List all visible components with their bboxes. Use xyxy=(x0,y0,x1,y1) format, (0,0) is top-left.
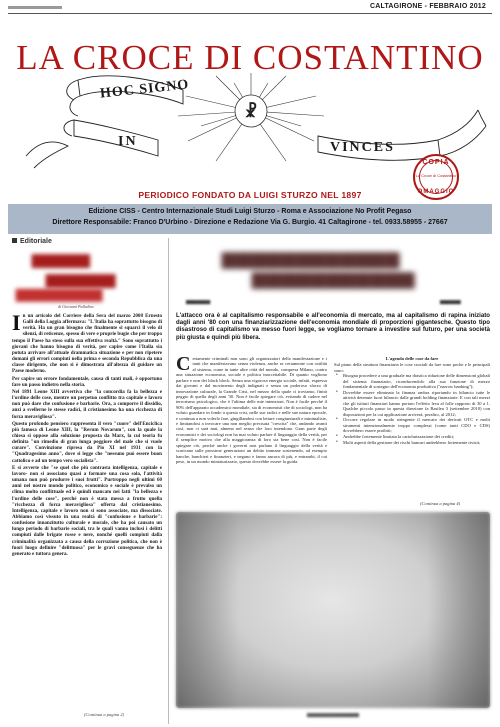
list-item: • Molti aspetti della gestione dei rischi bancari andrebbero fortemente rivisti; xyxy=(343,440,490,445)
blurred-lead-byline: ▆▆▆▆▆▆▆ xyxy=(186,299,211,304)
stamp-bottom-text: OMAGGIO xyxy=(417,189,455,195)
editorial-paragraph: E si avverte che "se quel che più contrasta intelligenza, capitale e lavoro- non si associano quasi a formare una cosa sola, l'attività umana non può produrre i suoi frutti". Purtroppo negli ultimi 60 anni nel nostro mondo politico, economico e sociale è prevalso un clima molto conflittuale ed è quindi mancato nei fatti "la bellezza e l'ordine delle cose", perché non è stata messa a frutto quella "ricchezza di forza meravigliosa" offerta dal cristianesimo. Intelligenza, capitale e lavoro non si sono associate, ma dissociate. Abbiamo così vissuto in una realtà di "confusione e barbarie": confusione innanzitutto culturale e morale, che ha poi causato un lungo periodo di barbarie sociali, tra le quali vanno inclusi i delitti compiuti dalle brigate rosse e nere, nonché quelli compiuti dalla criminalità organizzata a causa della corruzione politica, che non è fuori luogo definire "delittuosa" per le gravi conseguenze che ha generato e tuttora genera. xyxy=(12,464,162,557)
editorial-paragraph: Nel 1891 Leone XIII avvertiva che "la concordia fa la bellezza e l'ordine delle cose, mentre un perpetuo conflitto tra capitale e lavoro non può dare che confusione e barbarie. Ora, a comporre il dissidio, anzi a svellerne le stesse radici, il cristianesimo ha una ricchezza di forza meravigliosa". xyxy=(12,388,162,420)
stamp-middle-text: La Croce di Costantino xyxy=(415,173,457,178)
blurred-photo-caption: ▆▆▆▆▆▆▆▆▆▆▆▆▆▆▆ xyxy=(307,712,359,717)
lead-body-text: ertamente criminali non sono gli organizzatori della manifestazione e i tanti che manifestavano senza violenza, anche se certamente con ostilità al sistema, come in tante altre città del mondo, compresa Milano, contro una situazione economica, sociale e politica inaccettabile. Di quanto vogliono parlare e non dei black block. Senza una vigorosa energia sociale, infatti, espressa dai giovani e dal movimento degli indignati e senza un poderoso sforzo di innovazione culturale, la Grande Crisi, nel mezzo della quale ci troviamo, finirà peggio di quella degli anni '30. Non è facile spiegare ciò, evitando di cadere nel terrorismo psicologico, che è l'ultima delle mie intenzioni. Non è facile perché il 90% dell'apparato accademico mondiale, sia di economisti che di sociologi, non ha voluto guardare in fondo a questa crisi, nelle sue radici e nelle sue natura epocale, e continua a non volerlo fare, gingillandosi con letture congiunturali e minimaliste, e limitandosi a invocare una non meglio precisata "crescita" che, andando avanti così, non ci sarà mai, almeno nel senso che loro intendono. Gran parte degli economisti e dei sociologi non ha mai voluto parlare il linguaggio della verità, per il semplice motivo che alla maggioranza di loro sta bene così. Non è facile spiegare ciò, perché anche i governi non parlano il linguaggio della verità e scaricano sulle prossime generazioni un debito immane sostenendo, ad esempio banche, banchieri e finanzieri, e negano e fanno ancora di più, e entrambi, il cui peso, in un mondo miniaturizzato, questo dovrebbe essere la guida. xyxy=(176,356,327,465)
editorial-byline: di Giovanni Palladino xyxy=(58,304,94,309)
column-divider xyxy=(168,238,169,724)
editorial-paragraph: Questo profondo pensiero rappresenta il vero "cuore" dell'Enciclica più famosa di Leone XIII, la "Rerum Novarum", con la quale la chiesa si oppose alla soluzione proposta da Marx, la cui teoria fu definita "un rimedio di gran lunga peggiore del male che si vuole curare". Convinzione ripresa da Pio XI nel 1931 con la "Quadragesimo anno", dove si legge che "nessuno può essere buon cattolico e ad un tempo vero socialista". xyxy=(12,420,162,464)
list-item: • Dovrebbe essere eliminata la finanza ombra riportando in bilancio tutte le attività detenute fuori bilancio dalle grandi holding finanziarie. E con tali mezzi che gli istituti finanziari hanno portato l'effetto leva al folle rapporto di 30 a 1. Qualche piccolo passo in questa direzione fa Basilea 3 (settembre 2010) con disposizioni per la cui applicazione arriverà, peraltro, al 2012; xyxy=(343,390,490,417)
lead-intro: L'attacco ora è al capitalismo responsabile e all'economia di mercato, ma al capitalismo di rapina iniziato dagli anni '80 con una finanziarizzazione dell'economia mondiale di proporzioni gigantesche. Questo tipo disastroso di capitalismo va messo fuori legge, se vogliamo tornare a investire sul futuro, per una società più giusta e quindi più libera. xyxy=(176,312,490,341)
square-bullet-icon xyxy=(12,238,17,243)
list-item: • Bisogna procedere a una graduale ma drastica riduzione delle dimensioni globali del sistema finanziario, riconducendolo alla sua funzione di mezzo fondamentale di sostegno dell'economia produttiva ("narrow banking"); xyxy=(343,373,490,389)
blurred-editorial-headline-1: ▆▆▆▆▆ xyxy=(32,252,90,268)
agenda-list xyxy=(334,373,490,445)
blurred-headline-line-2: ▆▆▆▆▆▆▆▆▆▆▆ xyxy=(252,268,416,288)
list-item: • Andrebbe fortemente limitata la cartolarizzazione dei crediti; xyxy=(343,434,490,439)
blurred-lead-source: ▆▆▆▆▆▆ xyxy=(440,299,461,304)
svg-text:☧: ☧ xyxy=(244,104,258,121)
issue-date: CALTAGIRONE - FEBBRAIO 2012 xyxy=(370,3,486,10)
agenda-box xyxy=(334,356,490,446)
editorial-continue-note: (Continua a pagina 2) xyxy=(84,712,125,717)
editorial-header xyxy=(12,238,162,312)
agenda-continue-note: (Continua a pagina 4) xyxy=(420,501,461,506)
editorial-paragraph xyxy=(12,310,162,375)
blurred-lead-headline xyxy=(182,246,482,296)
editorial-paragraph-text: n un articolo del Corriere della Sera del marzo 2008 Ernesto Galli della Loggia affermava: "L'Italia ha soprattutto bisogno di verità. Ha un gran bisogno che finalmente si squarci il velo di silenzi, di reticenze, spesso di vere e proprie bugie che per troppo tempo il Paese ha steso sulla sua effettiva realtà." Sono soprattutto i giovani che hanno bisogno di verità, per capire come l'Italia sia potuta arrivare all'attuale drammatica situazione e per non ripetere domani gli errori compiuti nella prima e seconda Repubblica da una classe dirigente, che non si è dimostrata all'altezza di guidare un Paese moderno. xyxy=(12,313,162,375)
founding-subtitle: PERIODICO FONDATO DA LUIGI STURZO NEL 1897 xyxy=(138,190,362,200)
edition-line: Edizione CISS - Centro Internazionale Studi Luigi Sturzo - Roma e Associazione No Profit Pegaso xyxy=(88,208,412,215)
top-divider xyxy=(8,13,492,14)
blurred-editorial-headline-3: ▆▆▆▆▆▆▆▆ xyxy=(16,287,103,302)
editorial-body xyxy=(12,310,162,558)
blurred-headline-line-1: ▆▆▆▆▆▆▆▆▆▆▆▆ xyxy=(222,248,401,268)
agenda-heading: L'agenda delle cose da fare xyxy=(385,356,439,361)
blurred-editorial-headline-2: ▆▆▆▆▆▆ xyxy=(46,272,116,288)
newspaper-title: LA CROCE DI COSTANTINO xyxy=(16,38,484,77)
cross-sunburst-illustration xyxy=(176,71,326,166)
section-label xyxy=(12,238,52,245)
list-item: • Occorre regolare in modo stringente il mercato dei derivati OTC e molti strumenti intenzionalmente troppo complessi (come tanti CDO e CDS) dovrebbero essere proibiti; xyxy=(343,417,490,433)
editorial-dropcap: I xyxy=(12,310,21,335)
masthead xyxy=(8,16,492,194)
motto-in: IN xyxy=(118,134,138,149)
lead-dropcap: C xyxy=(176,353,191,375)
editorial-paragraph: Per capire un errore fondamentale, causa di tanti mali, è opportuno fare un passo indietro nella storia. xyxy=(12,375,162,388)
stamp-top-text: COPIA xyxy=(422,159,450,166)
section-label-text: Editoriale xyxy=(20,238,52,245)
motto-vinces: VINCES xyxy=(330,140,395,155)
lead-article-body xyxy=(176,353,327,465)
top-rule xyxy=(8,6,62,9)
director-line: Direttore Responsabile: Franco D'Urbino - Direzione e Redazione Via G. Burgio. 41 Caltagirone - tel. 0933.58955 - 27667 xyxy=(52,219,448,226)
top-bar xyxy=(0,0,500,14)
motto-hoc-signo: HOC SIGNO xyxy=(99,77,191,102)
photo-vignette xyxy=(176,512,490,708)
agenda-intro: Sul piano della struttura finanziaria le cose cruciali da fare sono poche e le principali sono: xyxy=(334,362,490,373)
